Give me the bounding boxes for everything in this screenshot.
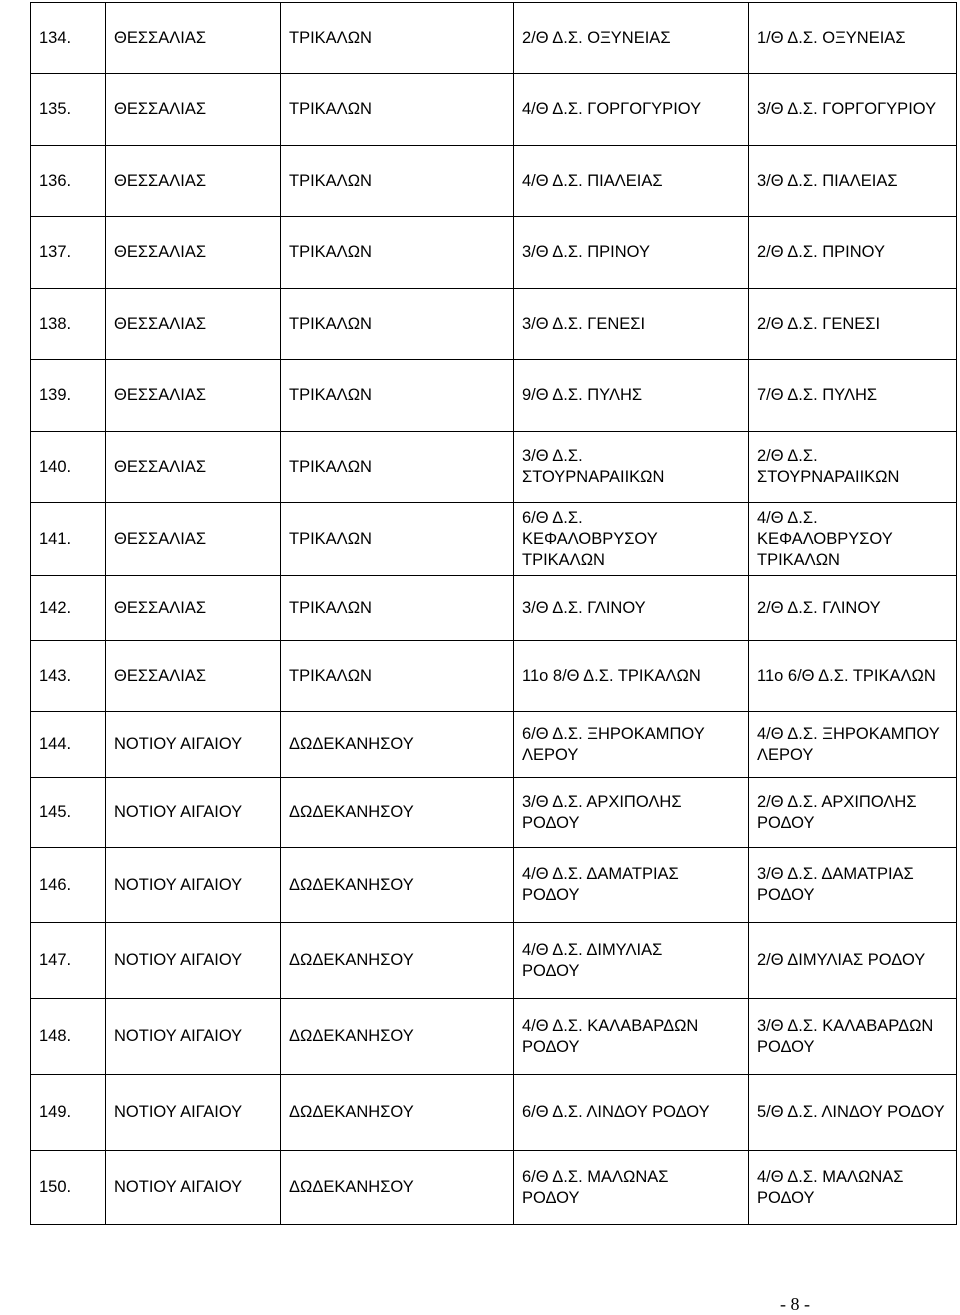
table-row <box>31 503 957 576</box>
row-number: 137. <box>31 217 106 289</box>
row-number: 140. <box>31 432 106 503</box>
school-from-cell <box>514 3 749 74</box>
school-from-cell <box>514 778 749 848</box>
region-cell: ΝΟΤΙΟΥ ΑΙΓΑΙΟΥ <box>106 923 281 999</box>
region-cell: ΝΟΤΙΟΥ ΑΙΓΑΙΟΥ <box>106 848 281 923</box>
school-from-text: 3/Θ Δ.Σ. ΠΡΙΝΟΥ <box>522 243 650 261</box>
school-from-cell <box>514 999 749 1075</box>
school-from-text: 6/Θ Δ.Σ. ΚΕΦΑΛΟΒΡΥΣΟΥ ΤΡΙΚΑΛΩΝ <box>522 508 658 569</box>
school-from-cell <box>514 712 749 778</box>
school-from-text: 9/Θ Δ.Σ. ΠΥΛΗΣ <box>522 386 643 404</box>
school-from-text: 2/Θ Δ.Σ. ΟΞΥΝΕΙΑΣ <box>522 28 671 47</box>
prefecture-cell: ΔΩΔΕΚΑΝΗΣΟΥ <box>281 1075 514 1151</box>
prefecture-cell: ΤΡΙΚΑΛΩΝ <box>281 641 514 712</box>
school-to-text: 2/Θ ΔΙΜΥΛΙΑΣ ΡΟΔΟΥ <box>757 951 926 969</box>
school-to-text: 3/Θ Δ.Σ. ΔΑΜΑΤΡΙΑΣ ΡΟΔΟΥ <box>757 865 914 904</box>
row-number: 147. <box>31 923 106 999</box>
table-row <box>31 432 957 503</box>
region-cell: ΝΟΤΙΟΥ ΑΙΓΑΙΟΥ <box>106 1075 281 1151</box>
region-cell: ΘΕΣΣΑΛΙΑΣ <box>106 432 281 503</box>
school-to-text: 3/Θ Δ.Σ. ΓΟΡΓΟΓΥΡΙΟΥ <box>757 100 937 118</box>
school-to-text: 4/Θ Δ.Σ. ΞΗΡΟΚΑΜΠΟΥ ΛΕΡΟΥ <box>757 724 940 764</box>
region-cell: ΘΕΣΣΑΛΙΑΣ <box>106 289 281 360</box>
region-cell: ΘΕΣΣΑΛΙΑΣ <box>106 74 281 146</box>
school-to-cell <box>749 74 957 146</box>
school-from-text: 4/Θ Δ.Σ. ΓΟΡΓΟΓΥΡΙΟΥ <box>522 100 702 118</box>
table-row <box>31 923 957 999</box>
row-number: 145. <box>31 778 106 848</box>
school-to-cell <box>749 712 957 778</box>
school-from-cell <box>514 848 749 923</box>
row-number: 150. <box>31 1151 106 1225</box>
school-from-cell <box>514 1075 749 1151</box>
school-from-cell <box>514 146 749 217</box>
school-to-text: 4/Θ Δ.Σ. ΚΕΦΑΛΟΒΡΥΣΟΥ ΤΡΙΚΑΛΩΝ <box>757 508 893 569</box>
row-number: 142. <box>31 576 106 641</box>
school-to-cell <box>749 999 957 1075</box>
table-row <box>31 712 957 778</box>
school-to-text: 11ο 6/Θ Δ.Σ. ΤΡΙΚΑΛΩΝ <box>757 666 936 685</box>
prefecture-cell: ΤΡΙΚΑΛΩΝ <box>281 74 514 146</box>
table-row <box>31 289 957 360</box>
table-row <box>31 641 957 712</box>
region-cell: ΝΟΤΙΟΥ ΑΙΓΑΙΟΥ <box>106 1151 281 1225</box>
prefecture-cell: ΤΡΙΚΑΛΩΝ <box>281 3 514 74</box>
school-to-cell <box>749 641 957 712</box>
school-from-cell <box>514 641 749 712</box>
table-row <box>31 1075 957 1151</box>
row-number: 146. <box>31 848 106 923</box>
prefecture-cell: ΔΩΔΕΚΑΝΗΣΟΥ <box>281 1151 514 1225</box>
school-to-text: 3/Θ Δ.Σ. ΠΙΑΛΕΙΑΣ <box>757 171 898 190</box>
school-from-cell <box>514 503 749 576</box>
school-to-cell <box>749 923 957 999</box>
region-cell: ΝΟΤΙΟΥ ΑΙΓΑΙΟΥ <box>106 999 281 1075</box>
page-number: - 8 - <box>780 1294 810 1314</box>
table-row <box>31 74 957 146</box>
region-cell: ΘΕΣΣΑΛΙΑΣ <box>106 217 281 289</box>
school-to-cell <box>749 432 957 503</box>
prefecture-cell: ΔΩΔΕΚΑΝΗΣΟΥ <box>281 848 514 923</box>
school-to-cell <box>749 289 957 360</box>
table-row <box>31 3 957 74</box>
row-number: 134. <box>31 3 106 74</box>
prefecture-cell: ΤΡΙΚΑΛΩΝ <box>281 217 514 289</box>
school-from-cell <box>514 74 749 146</box>
region-cell: ΝΟΤΙΟΥ ΑΙΓΑΙΟΥ <box>106 712 281 778</box>
school-from-cell <box>514 576 749 641</box>
school-from-text: 4/Θ Δ.Σ. ΔΙΜΥΛΙΑΣ ΡΟΔΟΥ <box>522 940 663 980</box>
school-from-cell <box>514 360 749 432</box>
prefecture-cell: ΔΩΔΕΚΑΝΗΣΟΥ <box>281 999 514 1075</box>
prefecture-cell: ΔΩΔΕΚΑΝΗΣΟΥ <box>281 778 514 848</box>
school-from-text: 3/Θ Δ.Σ. ΓΛΙΝΟΥ <box>522 598 646 617</box>
school-to-cell <box>749 1151 957 1225</box>
school-to-cell <box>749 503 957 576</box>
school-to-cell <box>749 146 957 217</box>
row-number: 148. <box>31 999 106 1075</box>
region-cell: ΘΕΣΣΑΛΙΑΣ <box>106 146 281 217</box>
schools-table <box>30 2 957 1225</box>
school-to-text: 3/Θ Δ.Σ. ΚΑΛΑΒΑΡΔΩΝ ΡΟΔΟΥ <box>757 1016 934 1056</box>
table-body <box>31 3 957 1225</box>
school-from-text: 6/Θ Δ.Σ. ΞΗΡΟΚΑΜΠΟΥ ΛΕΡΟΥ <box>522 724 705 764</box>
table-row <box>31 360 957 432</box>
prefecture-cell: ΔΩΔΕΚΑΝΗΣΟΥ <box>281 923 514 999</box>
row-number: 149. <box>31 1075 106 1151</box>
prefecture-cell: ΤΡΙΚΑΛΩΝ <box>281 576 514 641</box>
region-cell: ΘΕΣΣΑΛΙΑΣ <box>106 3 281 74</box>
table-row <box>31 848 957 923</box>
row-number: 143. <box>31 641 106 712</box>
school-to-text: 2/Θ Δ.Σ. ΠΡΙΝΟΥ <box>757 243 885 261</box>
prefecture-cell: ΤΡΙΚΑΛΩΝ <box>281 289 514 360</box>
prefecture-cell: ΤΡΙΚΑΛΩΝ <box>281 360 514 432</box>
school-from-cell <box>514 1151 749 1225</box>
table-row <box>31 1151 957 1225</box>
school-from-text: 6/Θ Δ.Σ. ΜΑΛΩΝΑΣ ΡΟΔΟΥ <box>522 1167 669 1207</box>
table-row <box>31 217 957 289</box>
school-from-cell <box>514 217 749 289</box>
school-to-cell <box>749 217 957 289</box>
school-to-text: 1/Θ Δ.Σ. ΟΞΥΝΕΙΑΣ <box>757 28 906 47</box>
table-row <box>31 146 957 217</box>
school-from-text: 11ο 8/Θ Δ.Σ. ΤΡΙΚΑΛΩΝ <box>522 666 701 685</box>
region-cell: ΘΕΣΣΑΛΙΑΣ <box>106 503 281 576</box>
school-from-cell <box>514 432 749 503</box>
school-to-cell <box>749 3 957 74</box>
prefecture-cell: ΤΡΙΚΑΛΩΝ <box>281 432 514 503</box>
school-to-text: 4/Θ Δ.Σ. ΜΑΛΩΝΑΣ ΡΟΔΟΥ <box>757 1167 904 1207</box>
region-cell: ΘΕΣΣΑΛΙΑΣ <box>106 360 281 432</box>
table-row <box>31 778 957 848</box>
school-from-text: 4/Θ Δ.Σ. ΔΑΜΑΤΡΙΑΣ ΡΟΔΟΥ <box>522 865 679 904</box>
school-from-text: 4/Θ Δ.Σ. ΚΑΛΑΒΑΡΔΩΝ ΡΟΔΟΥ <box>522 1016 699 1056</box>
school-to-text: 5/Θ Δ.Σ. ΛΙΝΔΟΥ ΡΟΔΟΥ <box>757 1103 945 1121</box>
school-to-text: 2/Θ Δ.Σ. ΓΕΝΕΣΙ <box>757 314 881 333</box>
school-from-text: 3/Θ Δ.Σ. ΣΤΟΥΡΝΑΡΑΙΙΚΩΝ <box>522 447 665 486</box>
school-from-text: 3/Θ Δ.Σ. ΑΡΧΙΠΟΛΗΣ ΡΟΔΟΥ <box>522 792 682 832</box>
row-number: 141. <box>31 503 106 576</box>
row-number: 136. <box>31 146 106 217</box>
school-to-cell <box>749 778 957 848</box>
school-from-cell <box>514 923 749 999</box>
prefecture-cell: ΔΩΔΕΚΑΝΗΣΟΥ <box>281 712 514 778</box>
school-to-cell <box>749 1075 957 1151</box>
school-to-text: 2/Θ Δ.Σ. ΣΤΟΥΡΝΑΡΑΙΙΚΩΝ <box>757 447 900 486</box>
school-to-cell <box>749 576 957 641</box>
region-cell: ΘΕΣΣΑΛΙΑΣ <box>106 576 281 641</box>
school-to-cell <box>749 360 957 432</box>
table-row <box>31 576 957 641</box>
prefecture-cell: ΤΡΙΚΑΛΩΝ <box>281 146 514 217</box>
row-number: 138. <box>31 289 106 360</box>
row-number: 135. <box>31 74 106 146</box>
school-from-text: 3/Θ Δ.Σ. ΓΕΝΕΣΙ <box>522 314 646 333</box>
region-cell: ΝΟΤΙΟΥ ΑΙΓΑΙΟΥ <box>106 778 281 848</box>
prefecture-cell: ΤΡΙΚΑΛΩΝ <box>281 503 514 576</box>
school-to-text: 2/Θ Δ.Σ. ΓΛΙΝΟΥ <box>757 598 881 617</box>
school-from-cell <box>514 289 749 360</box>
row-number: 139. <box>31 360 106 432</box>
school-from-text: 4/Θ Δ.Σ. ΠΙΑΛΕΙΑΣ <box>522 171 663 190</box>
school-to-text: 7/Θ Δ.Σ. ΠΥΛΗΣ <box>757 386 878 404</box>
school-to-text: 2/Θ Δ.Σ. ΑΡΧΙΠΟΛΗΣ ΡΟΔΟΥ <box>757 792 917 832</box>
row-number: 144. <box>31 712 106 778</box>
school-from-text: 6/Θ Δ.Σ. ΛΙΝΔΟΥ ΡΟΔΟΥ <box>522 1103 710 1121</box>
region-cell: ΘΕΣΣΑΛΙΑΣ <box>106 641 281 712</box>
table-row <box>31 999 957 1075</box>
school-to-cell <box>749 848 957 923</box>
